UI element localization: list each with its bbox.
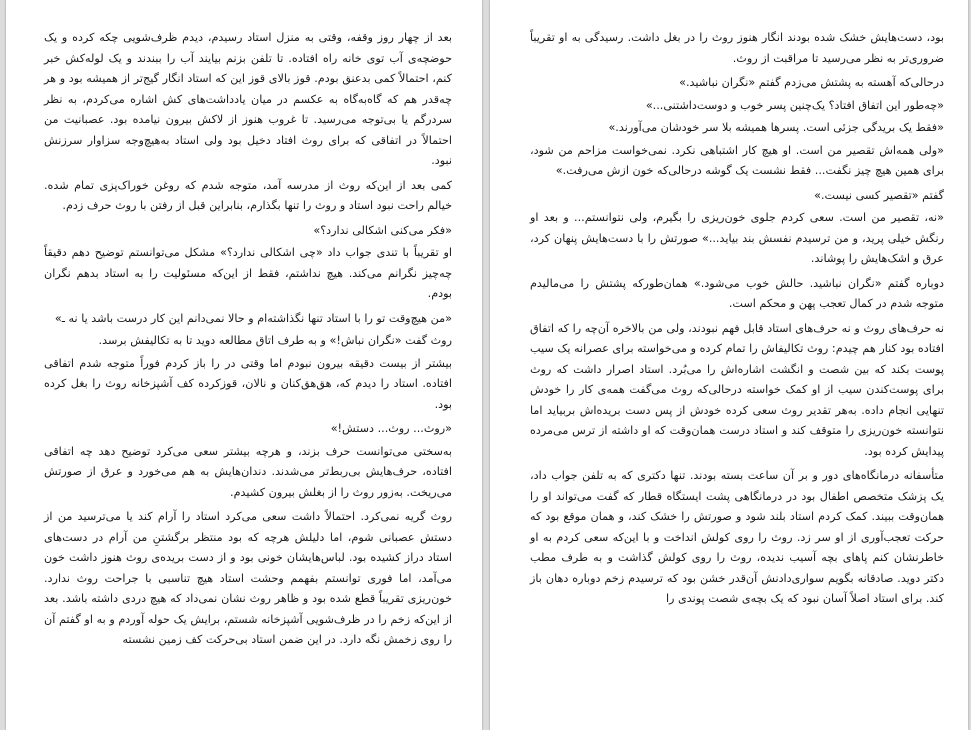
paragraph: کمی بعد از این‌که روث از مدرسه آمد، متوجه شدم که روغن خوراک‌پزی تمام شده. خیالم راحت نبود استاد و روث را تنها بگذارم، بنابراین قبل از رفتن با روث حرف زدم. [44, 178, 452, 212]
paragraph: بعد از چهار روز وقفه، وقتی به منزل استاد رسیدم، دیدم ظرف‌شویی چکه کرده و یک حوضچه‌ی آب توی خانه راه افتاده. تا تلفن بزنم بیایند آب را ببندند و یک لوله‌کش خبر کنم، احتمالاً کمی بدعنق بودم. قوز بالای قوز این که استاد انگار گیج‌تر از همیشه بود و هر چه‌قدر هم که گاه‌به‌گاه به عکسم در میان یادداشت‌های کش اشاره می‌کردم، به نظر سردرگم یا بی‌توجه می‌رسید. تا غروب هنوز از لاکش بیرون نیامده بود. عصبانیت من احتمالاً در اتفاقی که برای روث افتاد دخیل بود ولی استاد به‌هیچ‌وجه سزاوار سرزنش نبود. [44, 31, 452, 167]
paragraph: روث گریه نمی‌کرد. احتمالاً داشت سعی می‌کرد استاد را آرام کند یا می‌ترسید من از دستش عصبانی شوم، اما دلیلش هرچه که بود منتظر برگشتنِ من آرام در دست‌های استاد دراز کشیده بود. لباس‌هایشان خونی بود و از دست بریده‌ی روث هنوز داشت خون می‌آمد، اما فوری توانستم بفهمم وحشت استاد هیچ تناسبی با جراحت روث ندارد. خون‌ریزی تقریباً قطع شده بود و ظاهر روث نشان نمی‌داد که هیچ دردی داشته باشد. بعد از این‌که زخم را در ظرف‌شویی آشپزخانه شستم، برایش یک حوله آوردم و به او گفتم آن را روی زخمش نگه دارد. در این ضمن استاد بی‌حرکت کف زمین نشسته [44, 510, 452, 646]
paragraph: به‌سختی می‌توانست حرف بزند، و هرچه بیشتر سعی می‌کرد توضیح دهد چه اتفاقی افتاده، حرف‌هایش بی‌ربط‌تر می‌شدند. دندان‌هایش به هم می‌خورد و عرق از صورتش می‌ریخت. به‌زور روث را از بغلش بیرون کشیدم. [44, 444, 452, 499]
paragraph: نه حرف‌های روث و نه حرف‌های استاد قابل فهم نبودند، ولی من بالاخره آن‌چه را که اتفاق افتاده بود کنار هم چیدم: روث تکالیفاش را تمام کرده و می‌خواسته برای عصرانه یک سیب پوست بکند که بین شصت و انگشت اشاره‌اش را می‌بُرد. استاد اصرار داشت که روث برای پوست‌کندن سیب از او کمک خواسته درحالی‌که روث می‌گفت همه‌ی کار را خودش تنهایی انجام داده. به‌هر تقدیر روث سعی کرده خودش از پس دست بریده‌اش بربیاید اما نتوانسته خون‌ریزی را متوقف کند و استاد درست همان‌وقت که او داشته از ترس می‌مرده پیدایش کرده بود. [530, 321, 944, 458]
paragraph: بود، دست‌هایش خشک شده بودند انگار هنوز روث را در بغل داشت. رسیدگی به او تقریباً ضروری‌تر به نظر می‌رسید تا مراقبت از روث. [530, 31, 944, 65]
paragraph: گفتم «تقصیر کسی نیست.» [814, 188, 944, 202]
paragraph: متأسفانه درمانگاه‌های دور و بر آن ساعت بسته بودند. تنها دکتری که به تلفن جواب داد، یک پزشک متخصص اطفال بود در درمانگاهی پشت ایستگاه قطار که گفت می‌تواند او را همان‌وقت ببیند. کمک کردم استاد بلند شود و صورتش را خشک کند، و همان موقع بود که حرکت تعجب‌آوری از او سر زد. روث را روی کولش انداخت و با این‌که سعی کردم به او خاطرنشان کنم پاهای بچه آسیب ندیده، روث را روی کولش گذاشت و به طرف مطب دکتر دوید. صادقانه بگویم سواری‌دادنش آن‌قدر خشن بود که ترسیدم زخم دوباره دهان باز کند. برای استاد اصلاً آسان نبود که یک بچه‌ی شصت پوندی را [530, 469, 944, 605]
paragraph: بیشتر از بیست دقیقه بیرون نبودم اما وقتی در را باز کردم فوراً متوجه شدم اتفاقی افتاده. استاد را دیدم که، هق‌هق‌کنان و نالان، قوزکرده کف آشپزخانه روث را بغل کرده بود. [44, 356, 452, 411]
paragraph: او تقریباً با تندی جواب داد «چی اشکالی ندارد؟» مشکل می‌توانستم توضیح دهم دقیقاً چه‌چیز نگرانم می‌کند. هیچ نداشتم، فقط از این‌که مسئولیت را به استاد بدهم نگران بودم. [44, 246, 452, 300]
paragraph: درحالی‌که آهسته به پشتش می‌زدم گفتم «نگران نباشید.» [679, 76, 944, 89]
paragraph: «نه، تقصیر من است. سعی کردم جلوی خون‌ریزی را بگیرم، ولی نتوانستم... و بعد او رنگش خیلی پرید، و من ترسیدم نفسش بند بیاید...» صورتش را با دست‌هایش پنهان کرد، عرق و اشک‌هایش را پوشاند. [530, 211, 944, 265]
paragraph: دوباره گفتم «نگران نباشید. حالش خوب می‌شود.» همان‌طورکه پشتش را می‌مالیدم متوجه شدم در کمال تعجب پهن و محکم است. [530, 276, 944, 310]
paragraph: «ولی همه‌اش تقصیر من است. او هیچ کار اشتباهی نکرد. نمی‌خواست مزاحم من شود، برای همین هیچ چیز نگفت... فقط نشست یک گوشه درحالی‌که خون ازش می‌رفت.» [530, 143, 944, 177]
paragraph: «چه‌طور این اتفاق افتاد؟ یک‌چنین پسر خوب و دوست‌داشتنی...» [645, 98, 944, 112]
paragraph: «روث... روث... دستش!» [330, 422, 452, 435]
paragraph: «من هیچ‌وقت تو را با استاد تنها نگذاشته‌ام و حالا نمی‌دانم این کار درست باشد یا نه ـ» [54, 311, 452, 325]
right-page [490, 0, 968, 730]
right-page-text [530, 28, 944, 614]
left-page [6, 0, 482, 730]
paragraph: روث گفت «نگران نباش!» و به طرف اتاق مطالعه دوید تا به تکالیفش برسد. [98, 334, 452, 347]
paragraph: «فکر می‌کنی اشکالی ندارد؟» [313, 223, 452, 237]
paragraph: «فقط یک بریدگی جزئی است. پسرها همیشه بلا سر خودشان می‌آورند.» [608, 121, 944, 134]
left-page-text [44, 28, 452, 655]
